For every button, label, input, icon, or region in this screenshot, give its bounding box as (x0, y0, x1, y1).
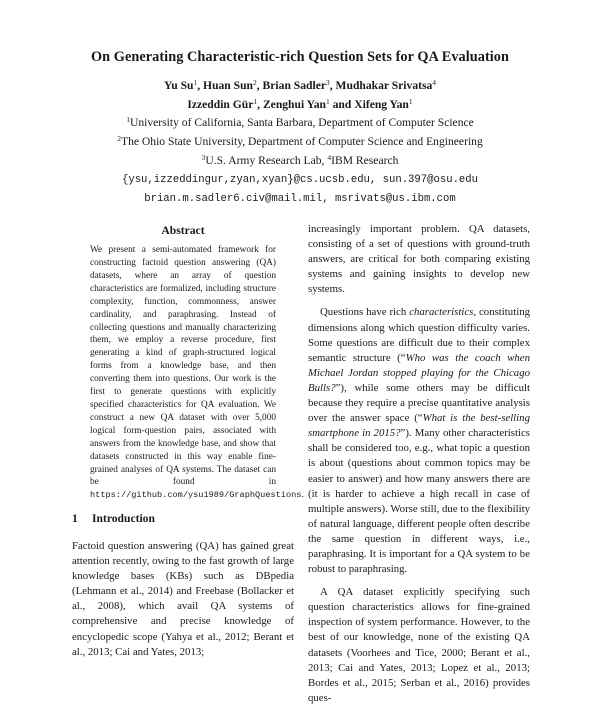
affiliation-text: IBM Research (331, 154, 399, 167)
text-run: ”), while some others may be difficult because they require a precise quantitative analysis over the answer space (“ (308, 381, 530, 425)
affiliation-text: The Ohio State University, Department of Computer Science and Engineering (120, 135, 483, 148)
section-title: Introduction (92, 512, 155, 525)
intro-left-column (72, 539, 294, 660)
affiliation-3 (0, 154, 600, 167)
affiliation-text: University of California, Santa Barbara, Department of Computer Science (129, 116, 474, 129)
affiliation-text: U.S. Army Research Lab, (205, 154, 328, 167)
right-paragraph-3: A QA dataset explicitly specifying such question characteristics allows for fine-grained inspection of system performance. However, to the best of our knowledge, none of the existing QA datasets (Voorhees and Tice, 2000; Berant et al., 2013; Cai and Yates, 2013; Lopez et al., 2013; Bordes et al., 2015; Serban et al., 2016) provides ques- (308, 586, 530, 704)
abstract-end: . (301, 490, 304, 501)
section-number: 1 (72, 512, 78, 525)
author-affil-mark: 1 (408, 97, 413, 106)
dataset-link[interactable]: https://github.com/ysu1989/GraphQuestions (90, 490, 302, 501)
author-affil-mark: 2 (253, 78, 257, 87)
author: Yu Su (163, 79, 194, 92)
abstract-heading: Abstract (161, 224, 205, 237)
author: Xifeng Yan (354, 98, 409, 111)
text-run: ”). Many other characteristics shall be considered too, e.g., what topic a question is about (questions about common topics may be easier to answer) and how many answers there are (it is harder to achieve a high recall in case of multiple answers). Worse still, due to the flexibility of natural language, different people often describe the same question in different ways, i.e., paraphrasing. It is important for a QA system to be robust to paraphrasing. (308, 427, 530, 576)
affiliation-mark: 3 (201, 153, 206, 162)
affiliation-mark: 1 (126, 115, 130, 124)
author-line-2: Izzeddin Gür$^1$, Zenghui Yan$^1$ and Xifeng Yan$^1$ (187, 97, 413, 111)
abstract (90, 223, 304, 502)
text-run: , constituting dimensions along which question difficulty varies. Some questions are difficult due to their complex semantic structure (“ (308, 306, 531, 364)
author: Izzeddin Gür (187, 98, 254, 111)
right-column (308, 222, 530, 706)
emphasis: characteristics (409, 306, 474, 319)
author-affil-mark: 1 (253, 97, 258, 106)
author-line-1: Yu Su$^1$, Huan Sun$^2$, Brian Sadler$^3$, Mudhakar Srivatsa$^4$ (163, 78, 437, 92)
email-line-1: {ysu,izzeddingur,zyan,xyan}@cs.ucsb.edu, sun.397@osu.edu (121, 174, 478, 186)
affiliation-2 (0, 135, 600, 148)
author-list (0, 76, 600, 114)
abstract-text (90, 244, 304, 502)
author-affil-mark: 4 (432, 78, 437, 87)
abstract-body-text: We present a semi-automated framework for constructing factoid question answering (QA) datasets, where an array of question characteristics are formalized, including structure complexity, function, commonness, answer cardinality, and paraphrasing. Instead of collecting questions and manually characterizing them, we employ a reverse procedure, first generating a kind of graph-structured logical forms from a knowledge base, and then converting them into questions. Our work is the first to generate questions with explicitly specified characteristics for QA evaluation. We construct a new QA dataset with over 5,000 logical form-question pairs, associated with answers from the knowledge base, and show that datasets constructed in this way enable fine-grained analyses of QA systems. The dataset can be found in (90, 245, 276, 488)
example-question: What is the best-selling smartphone in 2015? (308, 412, 530, 440)
author: Zenghui Yan (262, 98, 326, 111)
author: Mudhakar Srivatsa (335, 79, 433, 92)
author: Brian Sadler (262, 79, 326, 92)
affiliation-mark: 2 (117, 134, 121, 143)
intro-paragraph: Factoid question answering (QA) has gained great attention recently, owing to the fast growth of large knowledge bases (KBs) such as DBpedia (Lehmann et al., 2014) and Freebase (Bollacker et al., 2008), which avail QA systems of comprehensive and precise knowledge of encyclopedic scope (Yahya et al., 2012; Berant et al., 2013; Cai and Yates, 2013; (72, 540, 294, 658)
example-question: Who was the coach when Michael Jordan stopped playing for the Chicago Bulls? (308, 351, 530, 394)
right-paragraph-1: increasingly important problem. QA datasets, consisting of a set of questions with ground-truth answers, are critical for both comparing existing systems and gaining insights to develop new systems. (308, 223, 530, 296)
affiliation-mark: 4 (327, 153, 332, 162)
section-heading-introduction (72, 512, 155, 525)
right-paragraph-2 (308, 305, 530, 577)
paper-title: On Generating Characteristic-rich Question Sets for QA Evaluation (91, 49, 509, 65)
affiliation-1 (0, 116, 600, 129)
author: Huan Sun (203, 79, 253, 92)
author-affil-mark: 1 (325, 97, 330, 106)
email-line-2: brian.m.sadler6.civ@mail.mil, msrivats@us.ibm.com (144, 193, 456, 205)
author-affil-mark: 1 (193, 78, 198, 87)
author-affil-mark: 3 (326, 78, 330, 87)
text-run: Questions have rich (320, 306, 410, 319)
